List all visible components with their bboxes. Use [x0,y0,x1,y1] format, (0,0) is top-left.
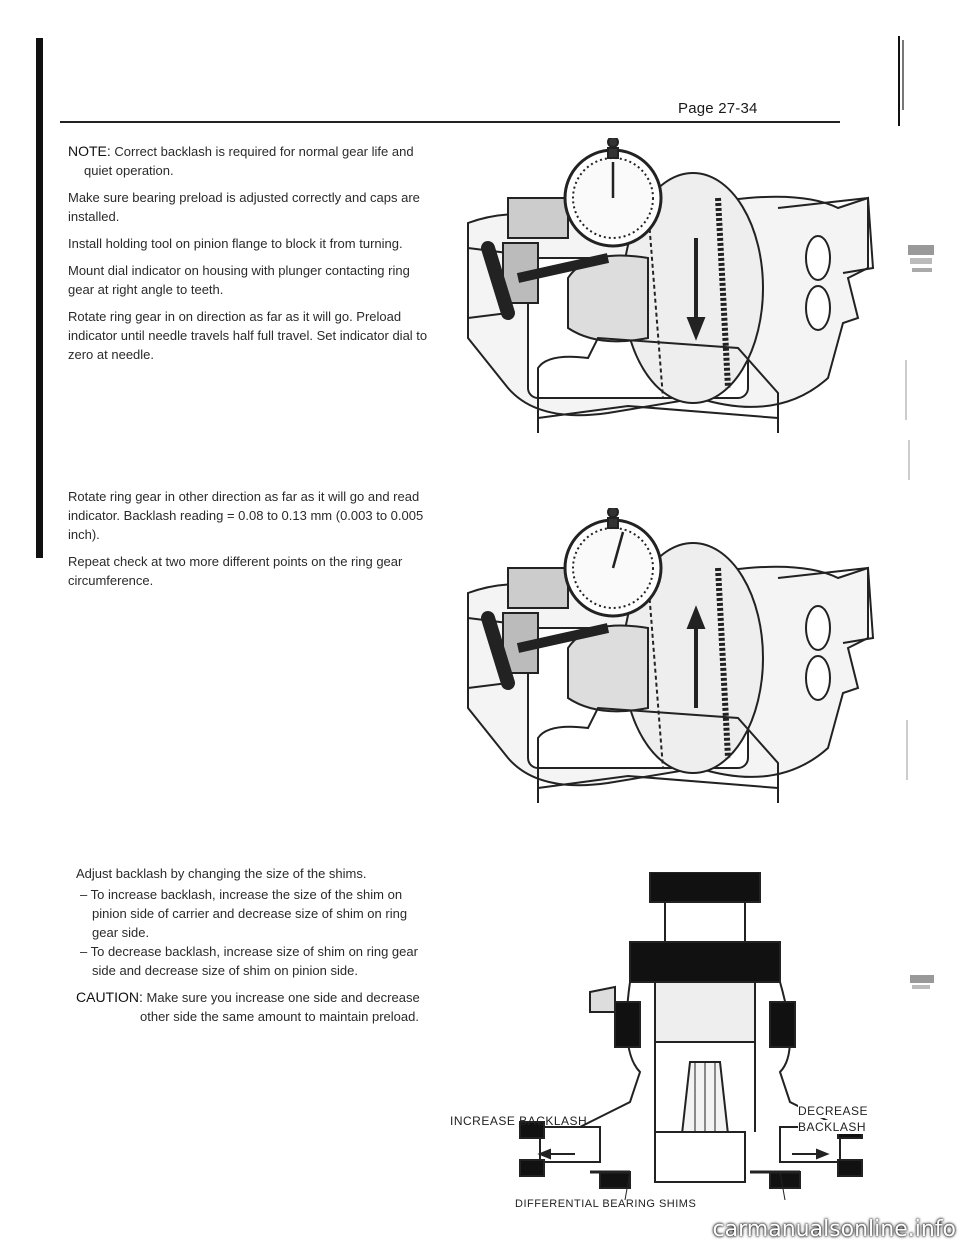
item-decrease-backlash: – To decrease backlash, increase size of shim on ring gear side and decrease size of shim on pinion side. [80,944,418,978]
label-increase-backlash: INCREASE BACKLASH [450,1114,588,1128]
page-number: Page 27-34 [678,100,758,117]
paragraph-preload: Make sure bearing preload is adjusted correctly and caps are installed. [68,190,420,224]
item-increase-backlash: – To increase backlash, increase the size of the shim on pinion side of carrier and decrease size of shim on ring gear side. [80,887,408,940]
paragraph-rotate-other: Rotate ring gear in other direction as far as it will go and read indicator. Backlash reading = 0.08 to 0.13 mm (0.003 to 0.005 inch). [68,489,424,542]
margin-scan-marks [900,40,940,1190]
section-3-text [76,864,436,1034]
note-label: NOTE: [68,143,111,159]
label-decrease-backlash-1: DECREASE [798,1104,869,1118]
figure-dial-indicator-preload [448,138,878,433]
paragraph-mount-dial: Mount dial indicator on housing with plunger contacting ring gear at right angle to teeth. [68,263,410,297]
paragraph-rotate-one: Rotate ring gear in on direction as far as it will go. Preload indicator until needle travels half full travel. Set indicator dial to zero at needle. [68,309,428,362]
note-text: Correct backlash is required for normal gear life and [114,144,414,159]
paragraph-repeat-check: Repeat check at two more different points on the ring gear circumference. [68,554,403,588]
header-rule [60,121,840,123]
label-decrease-backlash-2: BACKLASH [798,1120,867,1134]
label-differential-bearing-shims: DIFFERENTIAL BEARING SHIMS [515,1198,697,1210]
paragraph-holding-tool: Install holding tool on pinion flange to block it from turning. [68,236,403,251]
caution-text: Make sure you increase one side and decrease [146,990,420,1005]
caution-label: CAUTION: [76,989,143,1005]
scan-edge-bar [36,38,43,558]
scan-marks-graphic [900,40,940,1190]
paragraph-adjust-shims: Adjust backlash by changing the size of the shims. [76,866,367,881]
note-text-2: quiet operation. [84,163,174,178]
figure-bearing-shims [450,872,880,1212]
differential-cross-section [480,872,880,1212]
section-2-text [68,487,436,598]
differential-illustration-1 [448,138,878,433]
watermark-text: carmanualsonline.info [712,1217,956,1242]
differential-illustration-2 [448,508,878,803]
caution-text-2: other side the same amount to maintain preload. [140,1009,419,1024]
section-1-text [68,142,436,372]
figure-dial-indicator-backlash [448,508,878,803]
